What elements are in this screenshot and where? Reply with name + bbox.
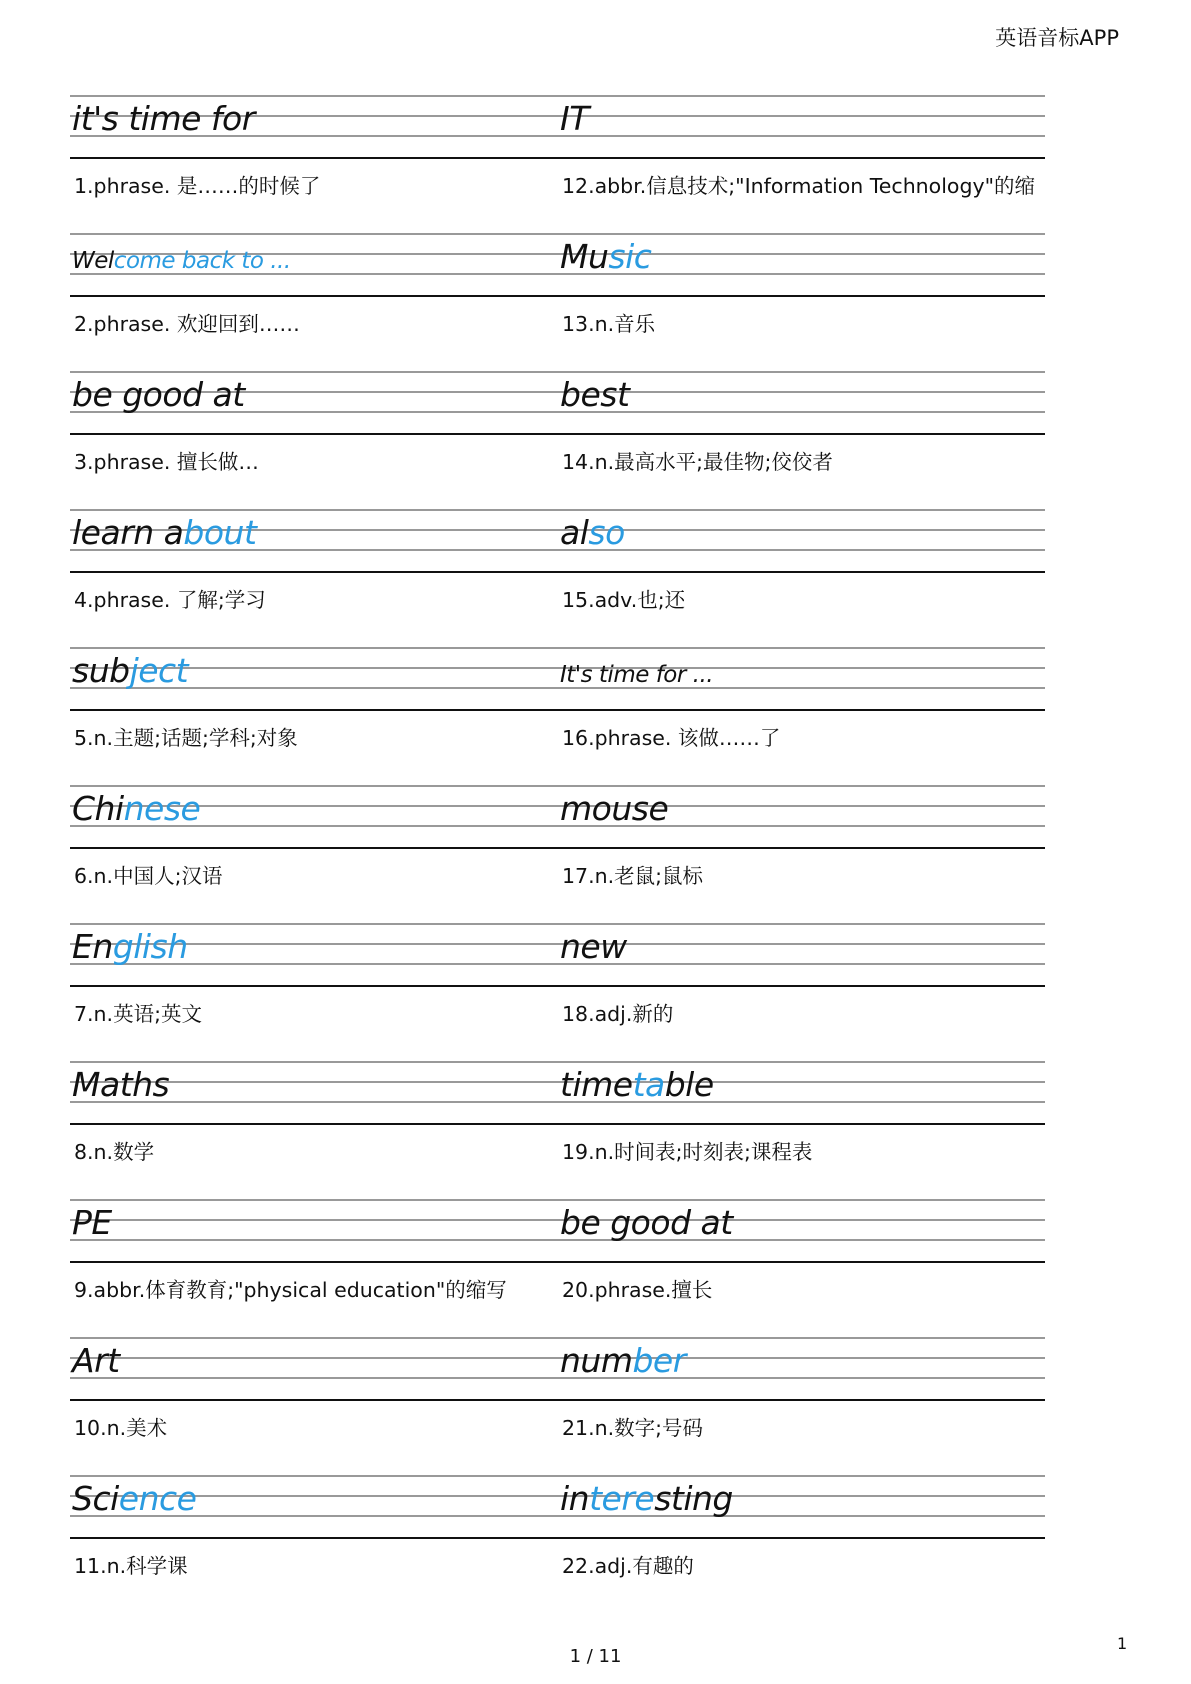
- vocab-word: [560, 513, 625, 552]
- vocab-row: [70, 509, 1045, 647]
- vocab-word: [72, 513, 257, 552]
- vocab-word: [72, 375, 245, 414]
- word-segment: sub: [72, 651, 130, 690]
- vocab-definition: 13.n.音乐: [562, 312, 656, 336]
- word-segment: sic: [608, 237, 652, 276]
- word-segment: new: [560, 927, 627, 966]
- vocab-row: [70, 95, 1045, 233]
- vocab-row: [70, 1337, 1045, 1475]
- word-segment: in: [560, 1479, 590, 1518]
- word-segment: tere: [589, 1479, 655, 1518]
- word-segment: Art: [72, 1341, 120, 1380]
- divider-line: [70, 847, 1045, 849]
- vocab-row: [70, 1475, 1045, 1613]
- guide-line: [70, 943, 1045, 945]
- word-segment: En: [72, 927, 113, 966]
- guide-line: [70, 509, 1045, 511]
- vocab-word: [72, 789, 201, 828]
- vocab-row: [70, 923, 1045, 1061]
- word-segment: it's time for: [72, 99, 255, 138]
- guide-line: [70, 1101, 1045, 1103]
- vocab-definition: 16.phrase. 该做……了: [562, 726, 781, 750]
- vocab-word: [560, 375, 630, 414]
- guide-line: [70, 805, 1045, 807]
- word-segment: ber: [632, 1341, 686, 1380]
- vocab-row: [70, 1061, 1045, 1199]
- vocab-definition: 11.n.科学课: [74, 1554, 188, 1578]
- guide-line: [70, 963, 1045, 965]
- page-number: 1: [1117, 1634, 1128, 1653]
- vocab-word: [72, 651, 189, 690]
- divider-line: [70, 433, 1045, 435]
- word-segment: ject: [129, 651, 189, 690]
- vocab-word: [72, 927, 188, 966]
- vocab-word: [72, 1479, 197, 1518]
- vocab-word: [560, 664, 713, 687]
- word-segment: be good at: [72, 375, 245, 414]
- guide-line: [70, 1199, 1045, 1201]
- divider-line: [70, 709, 1045, 711]
- vocab-definition: 9.abbr.体育教育;"physical education"的缩写: [74, 1278, 507, 1302]
- guide-line: [70, 1337, 1045, 1339]
- vocab-definition: 12.abbr.信息技术;"Information Technology"的缩: [562, 174, 1036, 198]
- divider-line: [70, 157, 1045, 159]
- word-segment: Mu: [560, 237, 609, 276]
- word-segment: come back to ...: [113, 248, 291, 274]
- word-segment: glish: [112, 927, 188, 966]
- vocab-row: [70, 647, 1045, 785]
- divider-line: [70, 1261, 1045, 1263]
- vocab-row: [70, 785, 1045, 923]
- vocab-definition: 1.phrase. 是……的时候了: [74, 174, 321, 198]
- divider-line: [70, 1399, 1045, 1401]
- guide-line: [70, 923, 1045, 925]
- page-indicator: 1 / 11: [569, 1646, 622, 1667]
- vocab-word: [560, 927, 627, 966]
- vocab-definition: 20.phrase.擅长: [562, 1278, 713, 1302]
- vocab-definition: 7.n.英语;英文: [74, 1002, 202, 1026]
- divider-line: [70, 985, 1045, 987]
- vocab-definition: 4.phrase. 了解;学习: [74, 588, 266, 612]
- word-segment: ence: [118, 1479, 197, 1518]
- word-segment: Wel: [72, 248, 114, 274]
- vocab-definition: 14.n.最高水平;最佳物;佼佼者: [562, 450, 833, 474]
- divider-line: [70, 295, 1045, 297]
- vocab-definition: 19.n.时间表;时刻表;课程表: [562, 1140, 813, 1164]
- vocab-definition: 3.phrase. 擅长做…: [74, 450, 259, 474]
- word-segment: bout: [183, 513, 257, 552]
- vocab-definition: 2.phrase. 欢迎回到……: [74, 312, 300, 336]
- word-segment: sting: [654, 1479, 733, 1518]
- vocab-word: [72, 1065, 170, 1104]
- divider-line: [70, 1123, 1045, 1125]
- guide-line: [70, 1377, 1045, 1379]
- word-segment: time: [560, 1065, 633, 1104]
- vocab-row: [70, 371, 1045, 509]
- vocab-word: [560, 237, 652, 276]
- vocab-definition: 17.n.老鼠;鼠标: [562, 864, 704, 888]
- word-segment: Chi: [72, 789, 124, 828]
- word-segment: ta: [632, 1065, 665, 1104]
- vocab-definition: 21.n.数字;号码: [562, 1416, 704, 1440]
- vocab-word: [560, 99, 589, 138]
- vocab-word: [560, 1065, 714, 1104]
- word-segment: be good at: [560, 1203, 733, 1242]
- guide-line: [70, 1239, 1045, 1241]
- vocab-row: [70, 233, 1045, 371]
- vocab-definition: 22.adj.有趣的: [562, 1554, 694, 1578]
- vocab-word: [72, 99, 255, 138]
- guide-line: [70, 1357, 1045, 1359]
- guide-line: [70, 1219, 1045, 1221]
- vocab-word: [560, 1203, 733, 1242]
- divider-line: [70, 1537, 1045, 1539]
- word-segment: num: [560, 1341, 633, 1380]
- vocab-word: [72, 1341, 120, 1380]
- word-segment: nese: [123, 789, 201, 828]
- guide-line: [70, 1495, 1045, 1497]
- vocab-definition: 5.n.主题;话题;学科;对象: [74, 726, 298, 750]
- word-segment: best: [560, 375, 630, 414]
- vocab-word: [560, 1341, 686, 1380]
- word-segment: Maths: [72, 1065, 170, 1104]
- vocab-definition: 18.adj.新的: [562, 1002, 674, 1026]
- vocab-definition: 8.n.数学: [74, 1140, 155, 1164]
- vocab-row: [70, 1199, 1045, 1337]
- guide-line: [70, 1475, 1045, 1477]
- vocab-word: [560, 789, 669, 828]
- guide-line: [70, 371, 1045, 373]
- guide-line: [70, 1061, 1045, 1063]
- vocab-definition: 15.adv.也;还: [562, 588, 686, 612]
- word-segment: PE: [72, 1203, 112, 1242]
- guide-line: [70, 95, 1045, 97]
- divider-line: [70, 571, 1045, 573]
- word-segment: al: [560, 513, 589, 552]
- vocab-word: [72, 1203, 112, 1242]
- guide-line: [70, 785, 1045, 787]
- vocab-word: [560, 1479, 733, 1518]
- vocab-definition: 10.n.美术: [74, 1416, 168, 1440]
- app-title: 英语音标APP: [995, 26, 1119, 50]
- guide-line: [70, 687, 1045, 689]
- word-segment: It's time for ...: [560, 662, 714, 688]
- guide-line: [70, 825, 1045, 827]
- word-segment: so: [588, 513, 625, 552]
- word-segment: mouse: [560, 789, 669, 828]
- vocab-word: [72, 250, 291, 273]
- word-segment: learn a: [72, 513, 184, 552]
- word-segment: Sci: [72, 1479, 119, 1518]
- guide-line: [70, 647, 1045, 649]
- guide-line: [70, 233, 1045, 235]
- guide-line: [70, 1081, 1045, 1083]
- guide-line: [70, 1515, 1045, 1517]
- word-segment: IT: [560, 99, 589, 138]
- guide-line: [70, 667, 1045, 669]
- word-segment: ble: [664, 1065, 714, 1104]
- vocab-definition: 6.n.中国人;汉语: [74, 864, 223, 888]
